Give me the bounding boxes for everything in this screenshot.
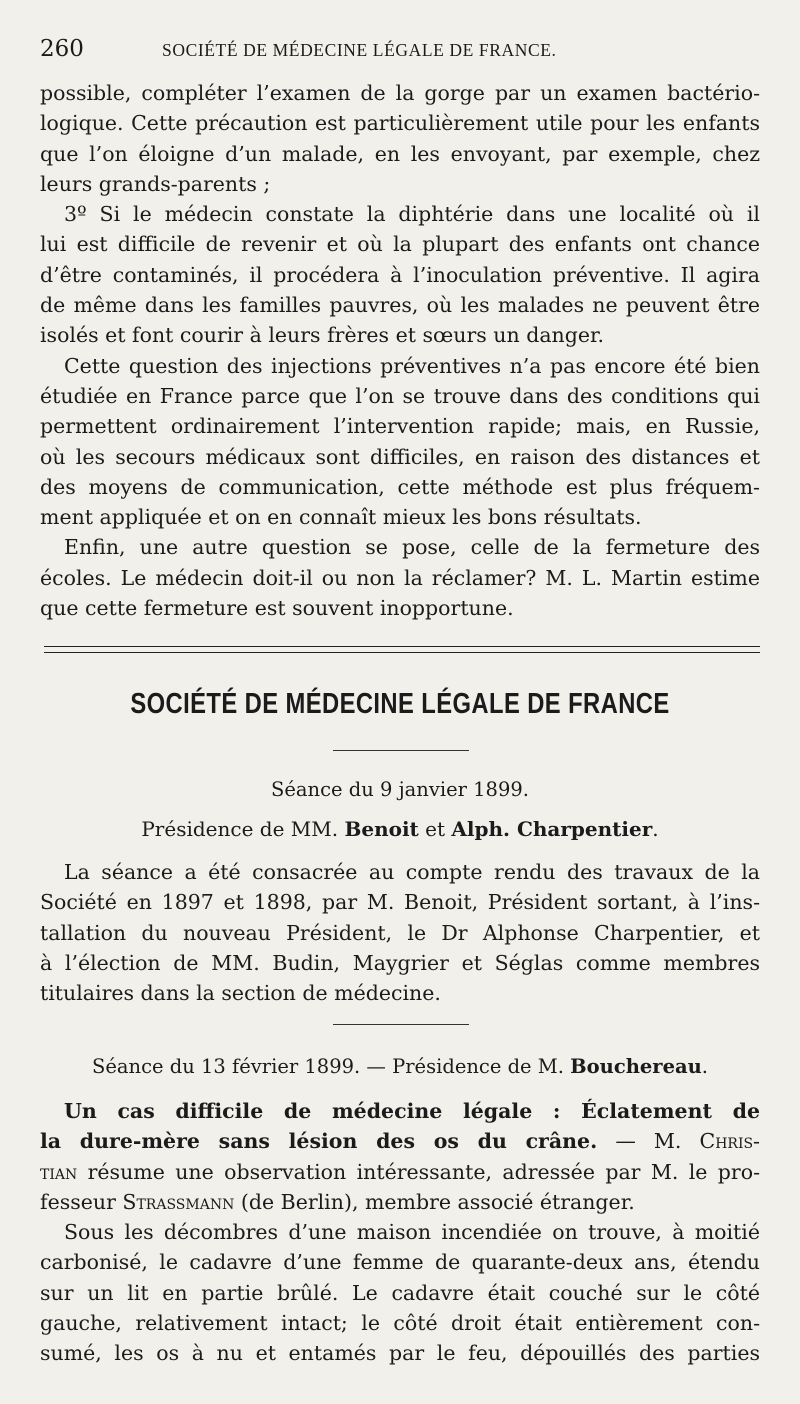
running-head: SOCIÉTÉ DE MÉDECINE LÉGALE DE FRANCE. [162, 40, 557, 60]
double-rule-top [44, 646, 760, 647]
text-line: Enfin, une autre question se pose, celle de la fermeture des [64, 535, 760, 560]
text-line: étudiée en France parce que l’on se trouve dans des conditions qui [40, 383, 760, 408]
text-line: où les secours médicaux sont difficiles, en raison des distances et [40, 444, 760, 469]
case-title-paragraph [40, 1096, 760, 1217]
paragraph-observation [40, 1217, 760, 1368]
text-line: La séance a été consacrée au compte rendu des travaux de la [64, 860, 760, 884]
text-line: titulaires dans la section de médecine. [40, 981, 441, 1006]
text-line: permettent ordinairement l’intervention rapide; mais, en Russie, [40, 414, 760, 439]
text-line-rest: résume une observation intéressante, adressée par M. le pro- [77, 1159, 760, 1184]
text-line: carbonisé, le cadavre d’une femme de quarante-deux ans, étendu [40, 1250, 760, 1275]
speaker-name-end: tian [40, 1159, 78, 1184]
president-charpentier: Alph. Charpentier [451, 817, 653, 841]
paragraph-3 [40, 351, 760, 533]
presidence-prefix: Présidence de MM. [141, 817, 339, 841]
case-title-line-1: Un cas difficile de médecine légale : Éclatement de [64, 1099, 760, 1123]
text-line: que l’on éloigne d’un malade, en les envoyant, par exemple, chez [40, 141, 760, 166]
text-line: de même dans les familles pauvres, où les malades ne peuvent être [40, 293, 760, 318]
paragraph-2 [40, 199, 760, 350]
text-line: ment appliquée et on en connaît mieux les bons résultats. [40, 505, 642, 530]
page-header [40, 36, 760, 66]
text-line: que cette fermeture est souvent inopportune. [40, 596, 514, 621]
strassmann-name: Strassmann [122, 1189, 235, 1214]
case-title-line-2-bold: la dure-mère sans lésion des os du crâne. [40, 1129, 598, 1154]
top-text [40, 78, 760, 623]
text-line: isolés et font courir à leurs frères et sœurs un danger. [40, 323, 605, 348]
seance-2-period: . [701, 1055, 708, 1078]
text-line: écoles. Le médecin doit-il ou non la réclamer? M. L. Martin estime [40, 565, 760, 590]
seance-2-date: Séance du 13 février 1899. — Présidence de M. [92, 1055, 564, 1078]
divider-rule [333, 750, 469, 751]
president-benoit: Benoit [344, 817, 419, 841]
page-number: 260 [40, 36, 84, 62]
seance-2-text [40, 1096, 760, 1369]
presidence-joiner: et [425, 817, 446, 841]
text-line: leurs grands-parents ; [40, 171, 271, 196]
text-line: sumé, les os à nu et entamés par le feu, dépouillés des parties [40, 1341, 760, 1366]
seance-1-text [40, 857, 760, 1008]
text-line: lui est difficile de revenir et où la plupart des enfants ont chance [40, 232, 760, 257]
seance-1-presidence [0, 817, 800, 841]
text-line: gauche, relativement intact; le côté droit était entièrement con- [40, 1311, 760, 1336]
text-line: tallation du nouveau Président, le Dr Alphonse Charpentier, et [40, 920, 760, 945]
seance-1-date: Séance du 9 janvier 1899. [271, 778, 529, 801]
text-line: logique. Cette précaution est particulièrement utile pour les enfants [40, 111, 760, 136]
text-line: à l’élection de MM. Budin, Maygrier et Séglas comme membres [40, 950, 760, 975]
text-line: Société en 1897 et 1898, par M. Benoit, Président sortant, à l’ins- [40, 890, 760, 915]
presidence-period: . [652, 817, 659, 841]
paragraph-4 [40, 532, 760, 623]
seance-2-heading [0, 1055, 800, 1078]
case-title-speaker: — M. Chris- [597, 1129, 760, 1154]
text-line-rest: (de Berlin), membre associé étranger. [234, 1189, 635, 1214]
text-line: Sous les décombres d’une maison incendiée on trouve, à moitié [64, 1220, 760, 1245]
divider-rule-2 [333, 1024, 469, 1025]
text-line: d’être contaminés, il procédera à l’inoculation préventive. Il agira [40, 262, 760, 287]
case-title-line-2 [40, 1126, 760, 1156]
text-line [40, 1187, 760, 1217]
text-line: sur un lit en partie brûlé. Le cadavre était couché sur le côté [40, 1280, 760, 1305]
text-line: des moyens de communication, cette méthode est plus fréquem- [40, 474, 760, 499]
president-bouchereau: Bouchereau [570, 1055, 702, 1078]
paragraph-seance-1 [40, 857, 760, 1008]
text-line-start: fesseur [40, 1189, 123, 1214]
section-title: SOCIÉTÉ DE MÉDECINE LÉGALE DE FRANCE [130, 688, 670, 720]
double-rule-bottom [44, 652, 760, 653]
text-line: 3º Si le médecin constate la diphtérie dans une localité où il [64, 202, 760, 227]
paragraph-1 [40, 78, 760, 199]
text-line: possible, compléter l’examen de la gorge par un examen bactério- [40, 81, 760, 105]
text-line: Cette question des injections préventives n’a pas encore été bien [64, 353, 760, 378]
text-line [40, 1157, 760, 1187]
